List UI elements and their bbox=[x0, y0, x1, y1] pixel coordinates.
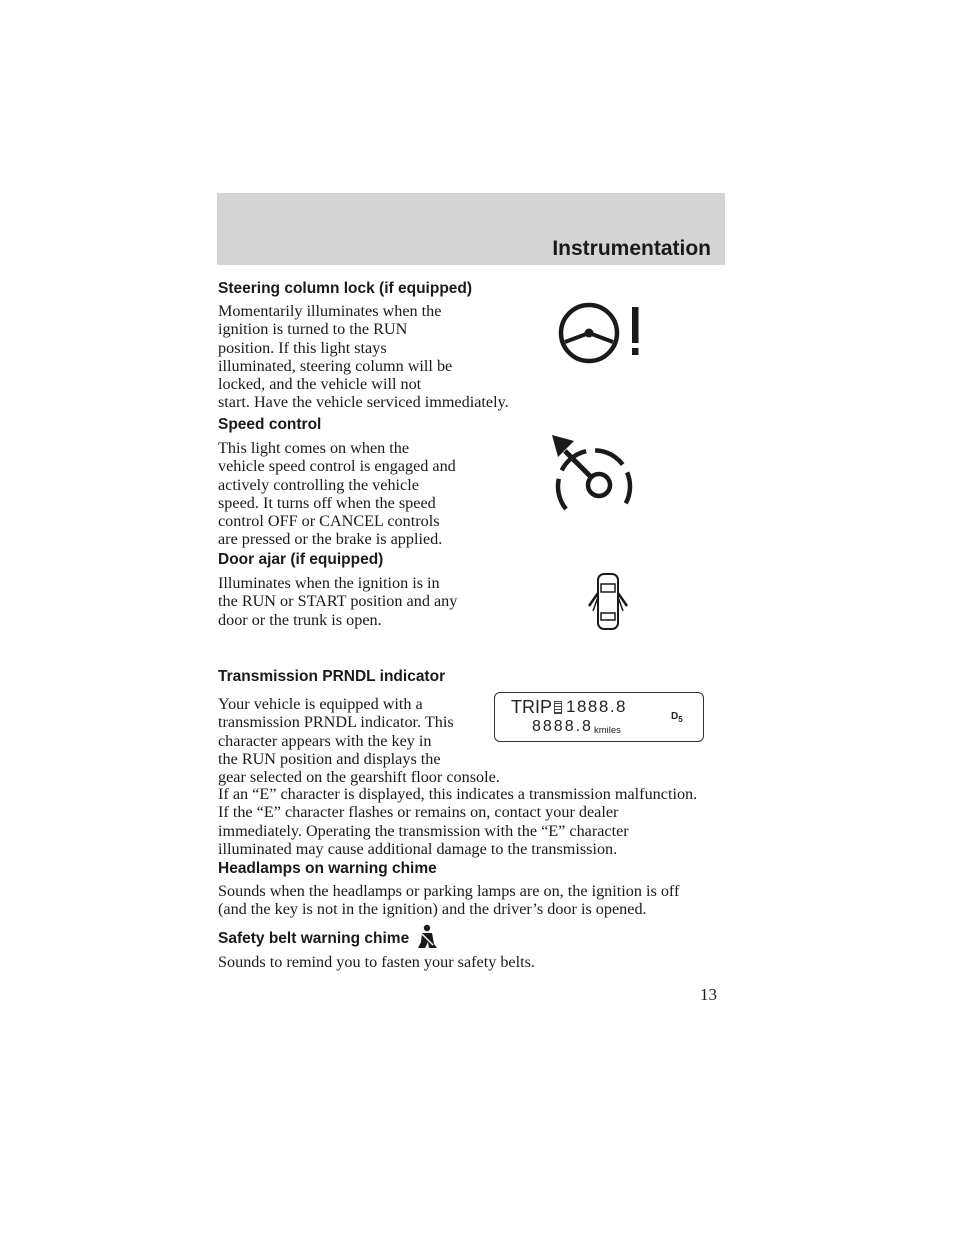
door-ajar-icon bbox=[584, 571, 632, 633]
safety-belt-icon bbox=[416, 924, 438, 950]
gear-number: 5 bbox=[678, 715, 683, 724]
trip-indicator-icon bbox=[554, 701, 562, 714]
section-body-headlamps bbox=[218, 882, 679, 919]
section-body-safety-belt bbox=[218, 953, 535, 971]
steering-wheel-exclamation-icon bbox=[556, 300, 666, 370]
text-line: door or the trunk is open. bbox=[218, 610, 382, 629]
section-heading-door-ajar: Door ajar (if equipped) bbox=[218, 551, 384, 568]
text-line: vehicle speed control is engaged and bbox=[218, 457, 456, 476]
text-line: Sounds when the headlamps or parking lamps are on, the ignition is off bbox=[218, 882, 680, 900]
odometer-trip-digits: 1888.8 bbox=[566, 697, 627, 716]
section-heading-speed-control: Speed control bbox=[218, 416, 322, 433]
text-line: Your vehicle is equipped with a bbox=[218, 695, 423, 713]
text-line: illuminated, steering column will be bbox=[218, 356, 453, 375]
section-heading-prndl: Transmission PRNDL indicator bbox=[218, 668, 446, 685]
gear-indicator bbox=[671, 711, 683, 724]
text-line: locked, and the vehicle will not bbox=[218, 375, 422, 394]
odometer-main-digits: 8888.8 bbox=[532, 718, 593, 735]
text-line: illuminated may cause additional damage to the transmission. bbox=[218, 839, 618, 858]
paragraph-e-character bbox=[218, 785, 697, 858]
gear-letter: D bbox=[671, 711, 679, 722]
text-line: the RUN or START position and any bbox=[218, 592, 458, 611]
text-line: position. If this light stays bbox=[218, 338, 387, 357]
section-heading-headlamps: Headlamps on warning chime bbox=[218, 860, 437, 877]
section-heading-steering-lock: Steering column lock (if equipped) bbox=[218, 280, 473, 297]
text-line: the RUN position and displays the bbox=[218, 749, 441, 768]
header-band bbox=[217, 193, 725, 265]
section-body-prndl bbox=[218, 695, 500, 786]
text-line: gear selected on the gearshift floor console. bbox=[218, 768, 500, 787]
text-line: character appears with the key in bbox=[218, 731, 432, 750]
text-line: transmission PRNDL indicator. This bbox=[218, 713, 454, 732]
odometer-display-icon bbox=[494, 692, 704, 742]
text-line: immediately. Operating the transmission with the “E” character bbox=[218, 821, 629, 840]
text-line: Illuminates when the ignition is in bbox=[218, 574, 440, 592]
text-line: actively controlling the vehicle bbox=[218, 475, 419, 494]
section-body-door-ajar bbox=[218, 574, 457, 629]
text-line: This light comes on when the bbox=[218, 439, 410, 457]
text-line: start. Have the vehicle serviced immediately. bbox=[218, 393, 509, 412]
text-line: (and the key is not in the ignition) and the driver’s door is opened. bbox=[218, 900, 647, 919]
page-title: Instrumentation bbox=[552, 237, 711, 260]
section-heading-safety-belt: Safety belt warning chime bbox=[218, 930, 410, 947]
text-line: control OFF or CANCEL controls bbox=[218, 512, 440, 531]
text-line: Momentarily illuminates when the bbox=[218, 302, 442, 320]
section-body-speed-control bbox=[218, 439, 456, 549]
odometer-unit: kmiles bbox=[594, 725, 621, 736]
speed-control-icon bbox=[544, 433, 644, 515]
text-line: are pressed or the brake is applied. bbox=[218, 530, 443, 549]
text-line: If an “E” character is displayed, this indicates a transmission malfunction. bbox=[218, 785, 698, 803]
text-line: speed. It turns off when the speed bbox=[218, 493, 436, 512]
page-number: 13 bbox=[700, 985, 717, 1004]
section-body-steering-lock bbox=[218, 302, 509, 412]
text-line: Sounds to remind you to fasten your safety belts. bbox=[218, 953, 535, 971]
text-line: ignition is turned to the RUN bbox=[218, 320, 408, 339]
odometer-trip-label: TRIP bbox=[511, 697, 553, 717]
text-line: If the “E” character flashes or remains on, contact your dealer bbox=[218, 803, 619, 822]
